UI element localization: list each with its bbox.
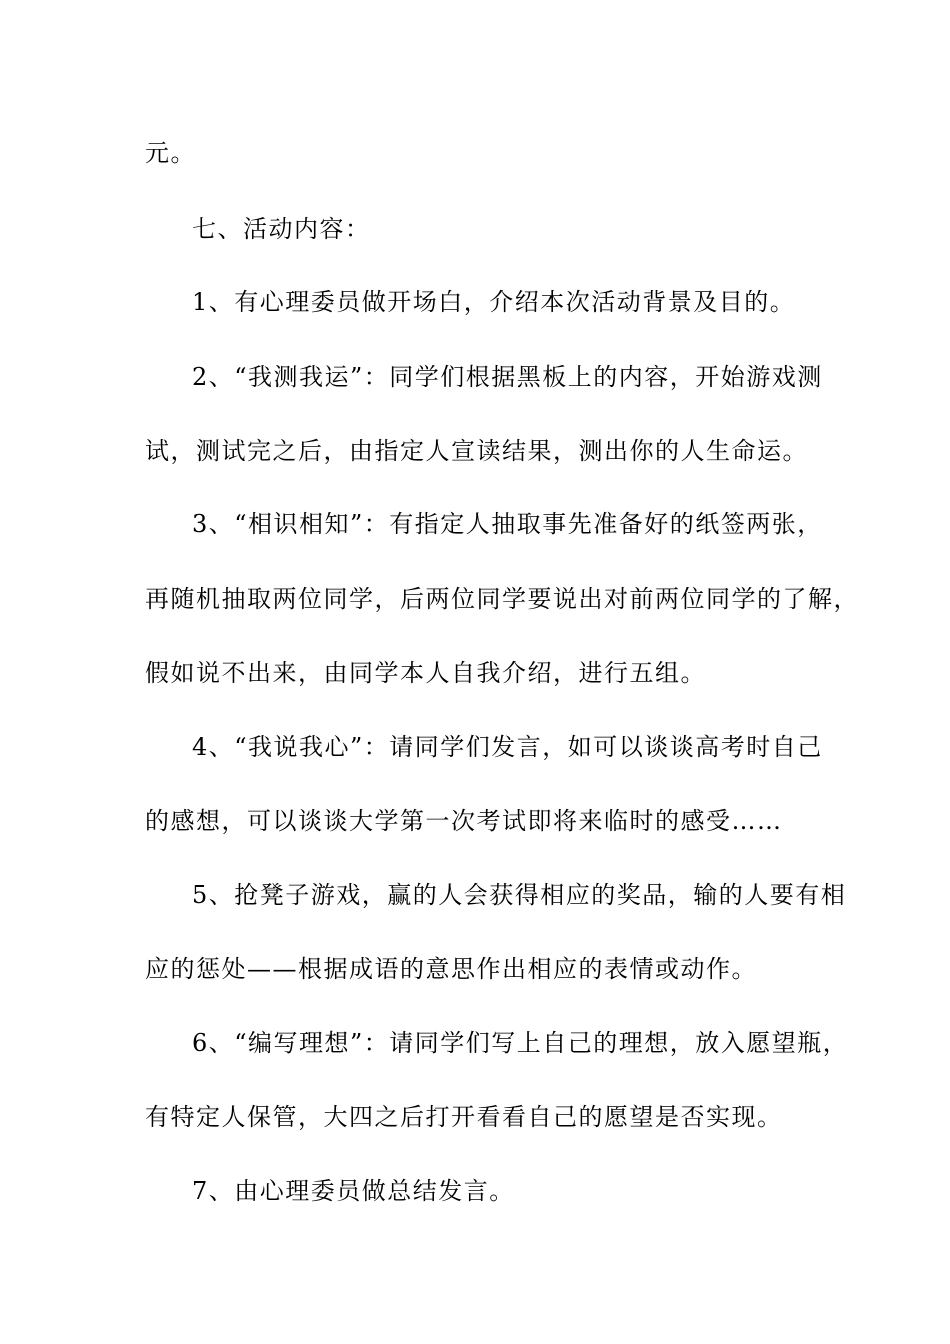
list-item-2: 2、“我测我运”：同学们根据黑板上的内容，开始游戏测 <box>192 363 823 391</box>
list-item-3-continuation-2: 假如说不出来，由同学本人自我介绍，进行五组。 <box>145 659 706 687</box>
list-item-6-continuation: 有特定人保管，大四之后打开看看自己的愿望是否实现。 <box>145 1103 783 1131</box>
section-heading-activity-content: 七、活动内容： <box>192 215 371 243</box>
list-item-2-continuation: 试，测试完之后，由指定人宣读结果，测出你的人生命运。 <box>145 437 808 465</box>
list-item-5-continuation: 应的惩处——根据成语的意思作出相应的表情或动作。 <box>145 955 757 983</box>
list-item-1: 1、有心理委员做开场白，介绍本次活动背景及目的。 <box>192 288 796 316</box>
list-item-3: 3、“相识相知”：有指定人抽取事先准备好的纸签两张， <box>192 510 823 538</box>
list-item-3-continuation-1: 再随机抽取两位同学，后两位同学要说出对前两位同学的了解， <box>145 585 859 613</box>
list-item-6: 6、“编写理想”：请同学们写上自己的理想，放入愿望瓶， <box>192 1029 849 1057</box>
list-item-4: 4、“我说我心”：请同学们发言，如可以谈谈高考时自己 <box>192 733 823 761</box>
list-item-5: 5、抢凳子游戏，赢的人会获得相应的奖品，输的人要有相 <box>192 881 847 909</box>
list-item-4-continuation: 的感想，可以谈谈大学第一次考试即将来临时的感受…… <box>145 807 783 835</box>
list-item-7: 7、由心理委员做总结发言。 <box>192 1177 515 1205</box>
text-line-continuation: 元。 <box>145 139 196 167</box>
